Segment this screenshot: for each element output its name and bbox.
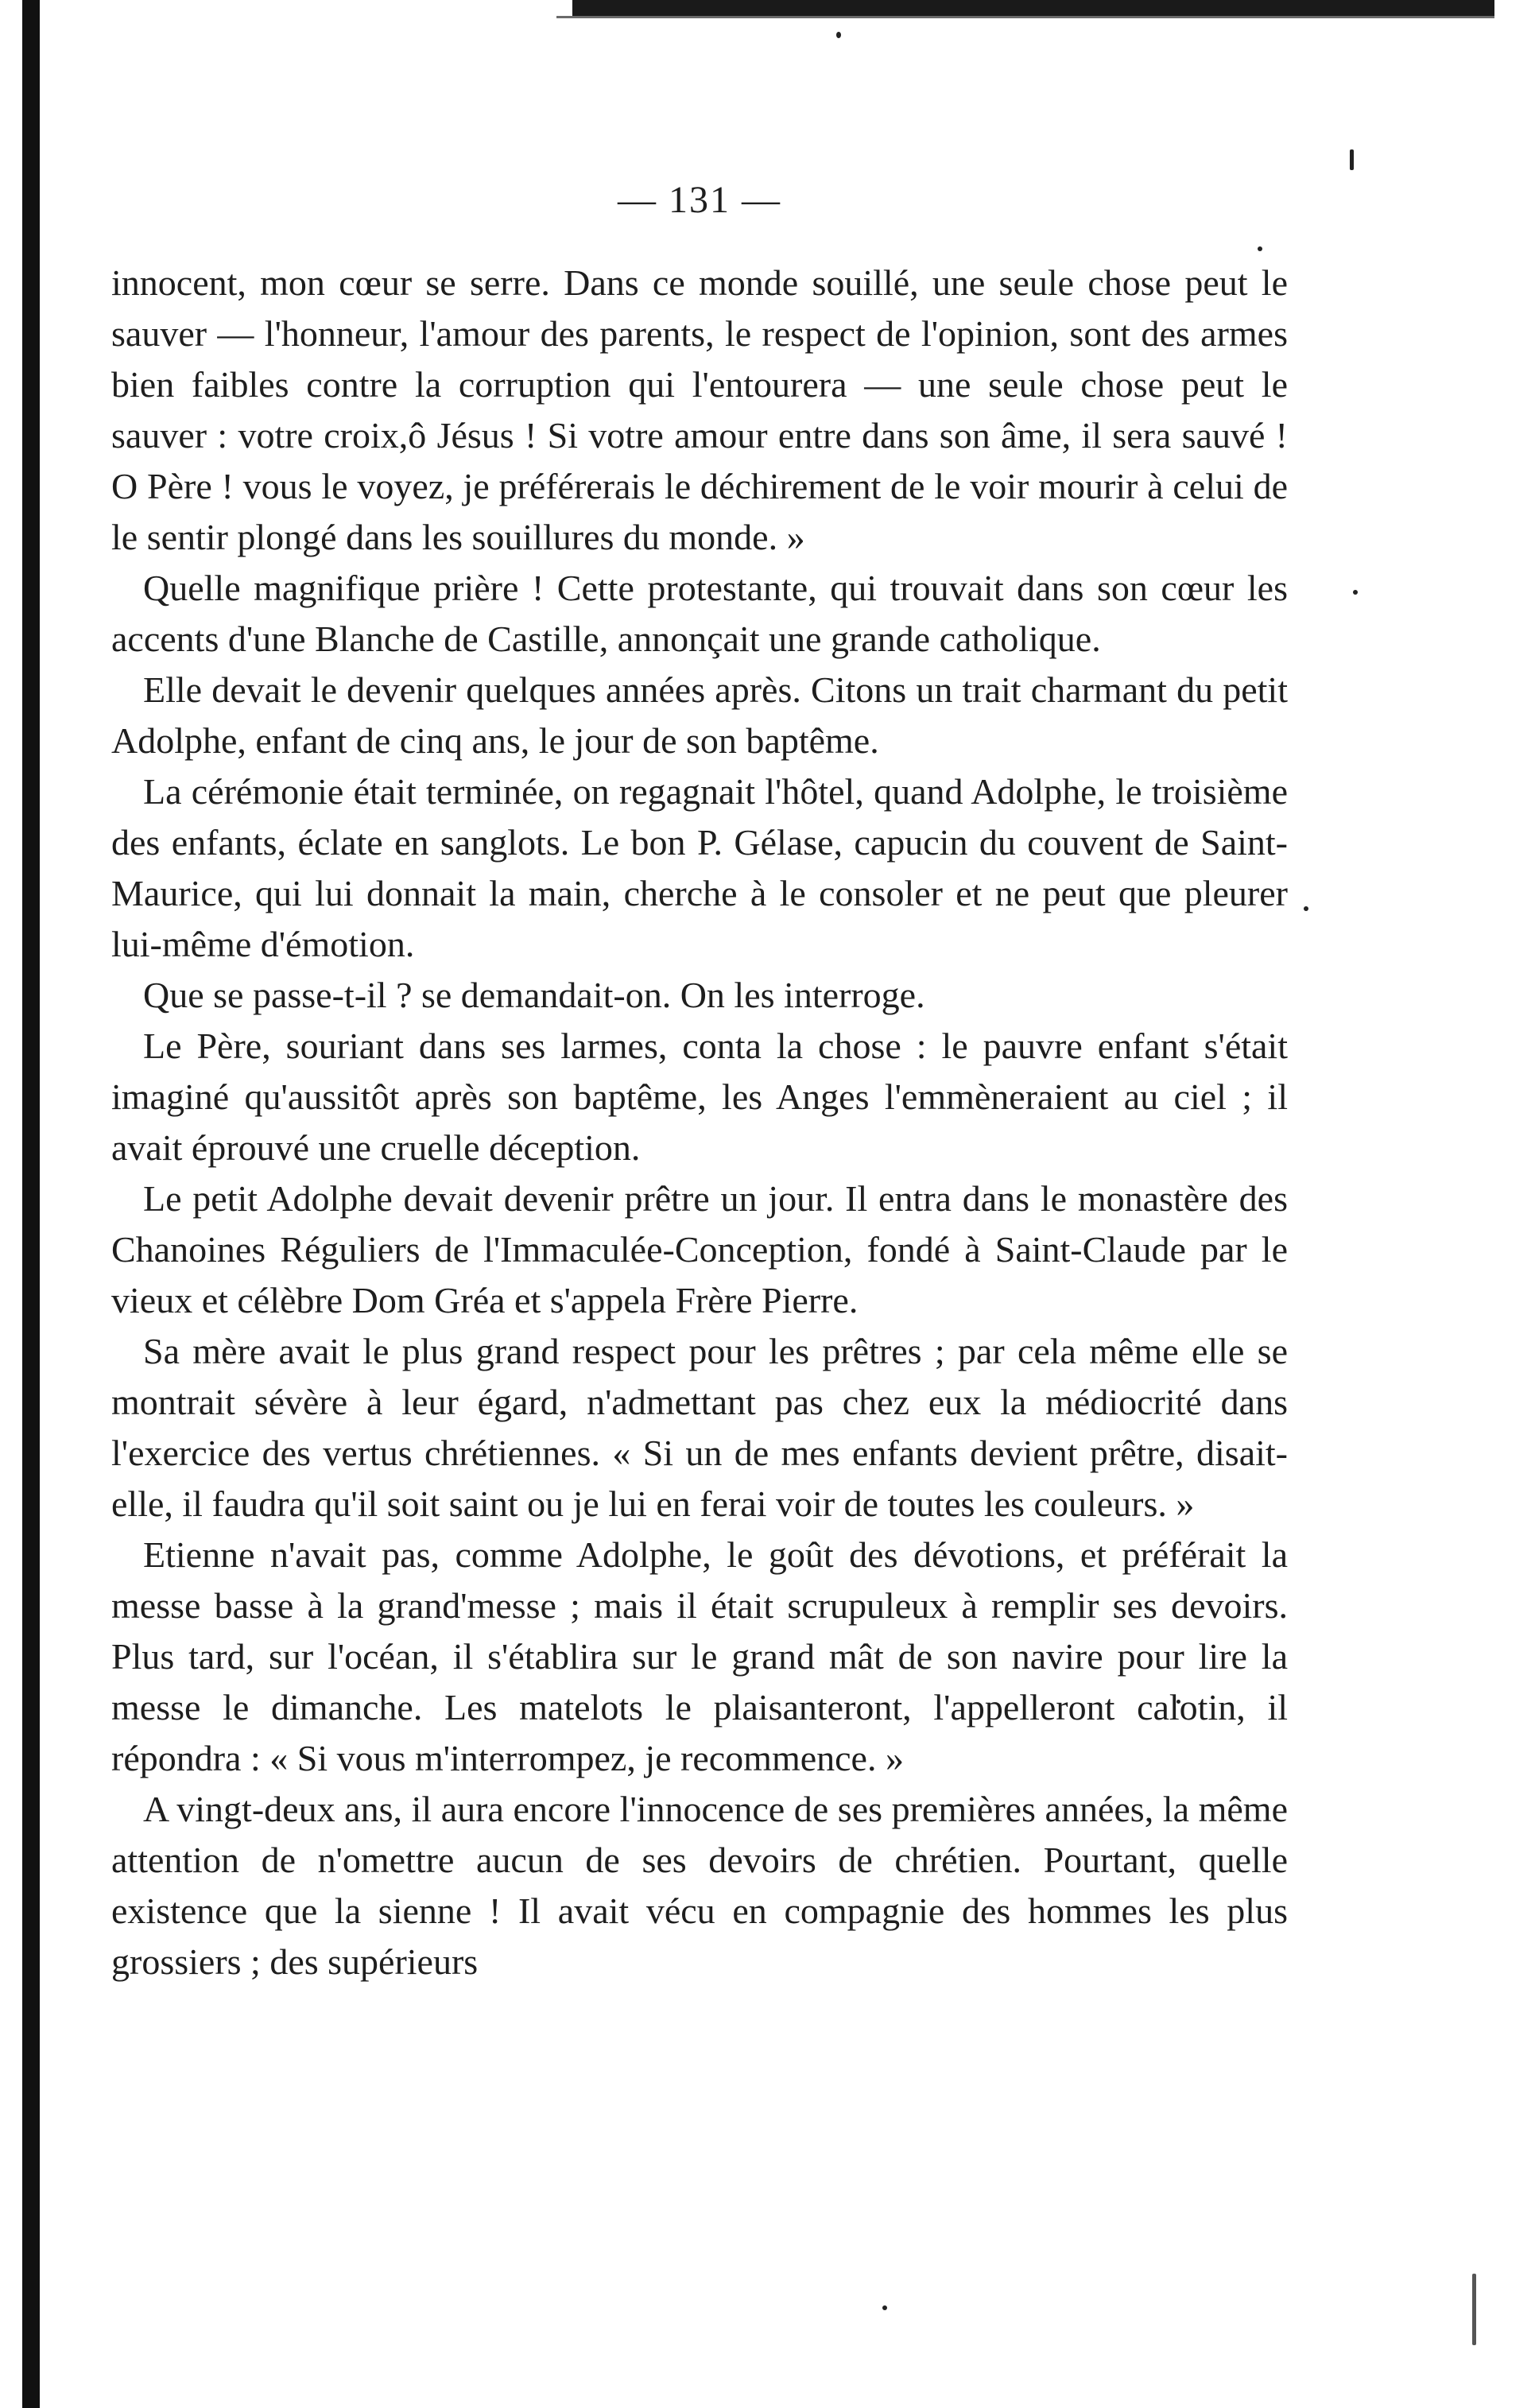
scan-speck	[1304, 906, 1308, 911]
scan-speck	[1472, 2274, 1476, 2345]
paragraph-8: Sa mère avait le plus grand respect pour les prêtres ; par cela même elle se montrait sévère à leur égard, n'admettant pas chez eux la médiocrité dans l'exercice des vertus chrétiennes. « Si un de mes enfants devient prêtre, disait-elle, il faudra qu'il soit saint ou je lui en ferai voir de toutes les couleurs. »	[111, 1331, 1288, 1524]
paragraph-9: Etienne n'avait pas, comme Adolphe, le goût des dévotions, et préférait la messe basse à la grand'messe ; mais il était scrupuleux à remplir ses devoirs. Plus tard, sur l'océan, il s'établira sur le grand mât de son navire pour lire la messe le dimanche. Les matelots le plaisanteront, l'appelleront calotin, il répondra : « Si vous m'interrompez, je recommence. »	[111, 1534, 1288, 1778]
paragraph-6: Le Père, souriant dans ses larmes, conta la chose : le pauvre enfant s'était imaginé qu'aussitôt après son baptême, les Anges l'emmèneraient au ciel ; il avait éprouvé une cruelle déception.	[111, 1026, 1288, 1168]
scan-speck	[836, 32, 841, 38]
paragraph-1: innocent, mon cœur se serre. Dans ce monde souillé, une seule chose peut le sauver — l'honneur, l'amour des parents, le respect de l'opinion, sont des armes bien faibles contre la corruption qui l'entourera — une seule chose peut le sauver : votre croix,ô Jésus ! Si votre amour entre dans son âme, il sera sauvé ! O Père ! vous le voyez, je préférerais le déchirement de le voir mourir à celui de le sentir plongé dans les souillures du monde. »	[111, 262, 1288, 557]
scan-speck	[1353, 590, 1358, 595]
left-binding-edge	[22, 0, 40, 2408]
scan-speck	[882, 2305, 887, 2310]
paragraph-4: La cérémonie était terminée, on regagnait l'hôtel, quand Adolphe, le troisième des enfants, éclate en sanglots. Le bon P. Gélase, capucin du couvent de Saint-Maurice, qui lui donnait la main, cherche à le consoler et ne peut que pleurer lui-même d'émotion.	[111, 771, 1288, 964]
paragraph-7: Le petit Adolphe devait devenir prêtre un jour. Il entra dans le monastère des Chanoines Réguliers de l'Immaculée-Conception, fondé à Saint-Claude par le vieux et célèbre Dom Gréa et s'appela Frère Pierre.	[111, 1178, 1288, 1320]
page-text	[111, 175, 1288, 1987]
page-number: — 131 —	[618, 179, 781, 221]
top-border-thin-rule	[556, 16, 1494, 18]
paragraph-3: Elle devait le devenir quelques années après. Citons un trait charmant du petit Adolphe, enfant de cinq ans, le jour de son baptême.	[111, 669, 1288, 761]
paragraph-10: A vingt-deux ans, il aura encore l'innocence de ses premières années, la même attention de n'omettre aucun de ses devoirs de chrétien. Pourtant, quelle existence que la sienne ! Il avait vécu en compagnie des hommes les plus grossiers ; des supérieurs	[111, 1789, 1288, 1982]
top-border-rule	[572, 0, 1494, 17]
scan-speck	[1350, 149, 1354, 170]
paragraph-5: Que se passe-t-il ? se demandait-on. On les interroge.	[143, 975, 925, 1015]
paragraph-2: Quelle magnifique prière ! Cette protestante, qui trouvait dans son cœur les accents d'une Blanche de Castille, annonçait une grande catholique.	[111, 568, 1288, 659]
